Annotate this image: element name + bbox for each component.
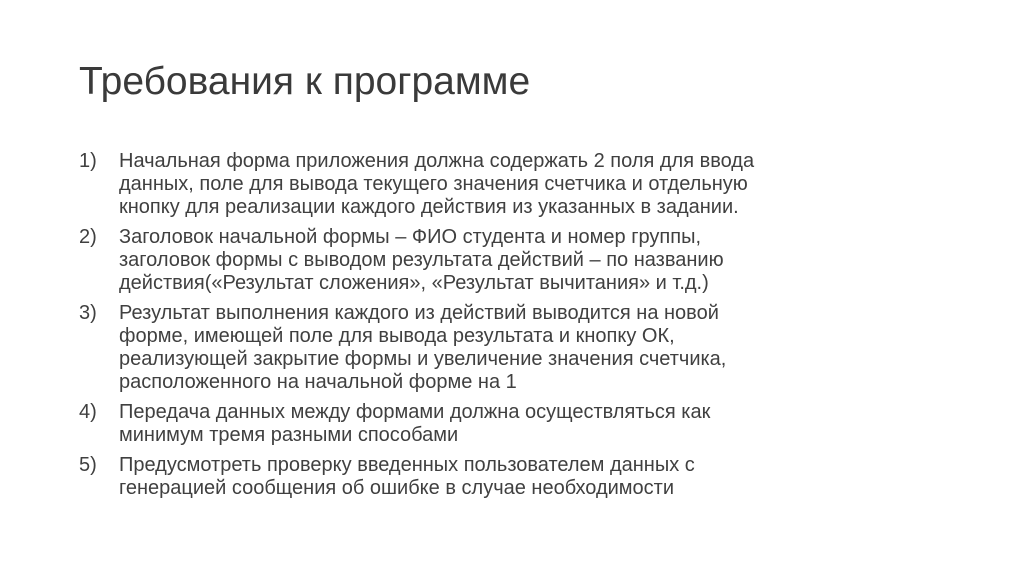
list-item-text: Результат выполнения каждого из действий выводится на новой форме, имеющей поле для вывода результата и кнопку ОК, реализующей закрытие формы и увеличение значения счетчика, расположенного на начальной форме на 1 (119, 302, 727, 393)
slide-title: Требования к программе (79, 60, 531, 103)
list-item-number: 2) (79, 226, 97, 248)
list-item (79, 401, 959, 447)
list-item-text: Предусмотреть проверку введенных пользователем данных с генерацией сообщения об ошибке в случае необходимости (119, 454, 695, 499)
requirements-list (79, 150, 959, 507)
list-item-text: Передача данных между формами должна осуществляться как минимум тремя разными способами (119, 401, 711, 446)
list-item (79, 226, 959, 295)
list-item-number: 3) (79, 302, 97, 324)
list-item (79, 150, 959, 219)
list-item-text: Заголовок начальной формы – ФИО студента и номер группы, заголовок формы с выводом результата действий – по названию действия(«Результат сложения», «Результат вычитания» и т.д.) (119, 226, 724, 294)
list-item-text: Начальная форма приложения должна содержать 2 поля для ввода данных, поле для вывода текущего значения счетчика и отдельную кнопку для реализации каждого действия из указанных в задании. (119, 150, 755, 218)
list-item-number: 1) (79, 150, 97, 172)
list-item (79, 454, 959, 500)
list-item-number: 5) (79, 454, 97, 476)
list-item (79, 302, 959, 394)
list-item-number: 4) (79, 401, 97, 423)
